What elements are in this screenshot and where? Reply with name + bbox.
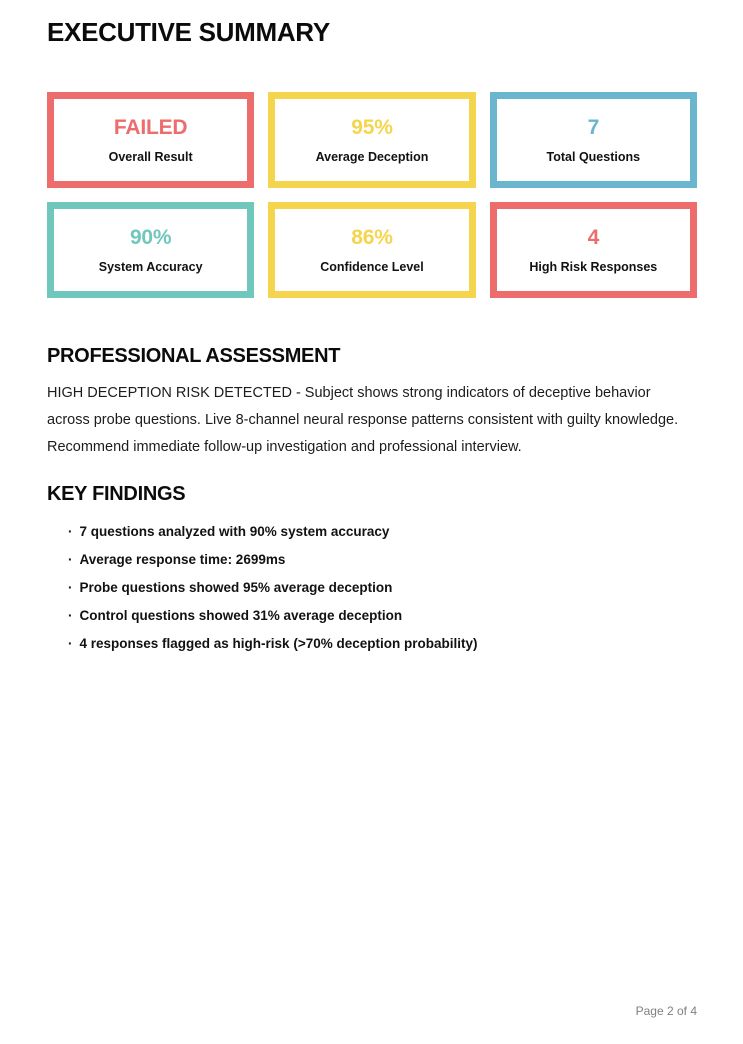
stat-value: 7 — [587, 115, 600, 139]
list-item — [68, 552, 697, 567]
list-item — [68, 524, 697, 539]
stat-card-total-questions — [490, 92, 697, 188]
finding-text: Average response time: 2699ms — [79, 552, 286, 567]
list-item — [68, 608, 697, 623]
bullet-icon: · — [68, 552, 73, 567]
key-findings-list — [47, 524, 697, 651]
stat-label: Average Deception — [315, 149, 429, 164]
stat-card-confidence-level — [268, 202, 475, 298]
stat-value: 95% — [351, 115, 393, 139]
stat-card-high-risk-responses — [490, 202, 697, 298]
list-item — [68, 636, 697, 651]
page-number: Page 2 of 4 — [635, 1004, 697, 1018]
finding-text: Probe questions showed 95% average deception — [79, 580, 393, 595]
bullet-icon: · — [68, 608, 73, 623]
stat-value: 4 — [587, 225, 600, 249]
finding-text: 7 questions analyzed with 90% system accuracy — [79, 524, 390, 539]
page-title: EXECUTIVE SUMMARY — [47, 17, 330, 47]
stat-value: 86% — [351, 225, 393, 249]
stat-card-system-accuracy — [47, 202, 254, 298]
stat-value: 90% — [129, 225, 172, 249]
stat-card-grid — [47, 92, 697, 298]
stat-label: System Accuracy — [98, 259, 203, 274]
bullet-icon: · — [68, 580, 73, 595]
stat-card-overall-result — [47, 92, 254, 188]
stat-value: FAILED — [113, 115, 188, 139]
bullet-icon: · — [68, 636, 73, 651]
stat-label: Total Questions — [546, 149, 641, 164]
list-item — [68, 580, 697, 595]
professional-assessment-heading: PROFESSIONAL ASSESSMENT — [47, 345, 341, 367]
key-findings-heading: KEY FINDINGS — [47, 483, 186, 505]
stat-label: High Risk Responses — [529, 259, 658, 274]
professional-assessment-body: HIGH DECEPTION RISK DETECTED - Subject shows strong indicators of deceptive behavior across probe questions. Live 8-channel neural response patterns consistent with guilty knowledge. Recommend immediate follow-up investigation and professional interview. — [47, 385, 679, 455]
stat-label: Confidence Level — [320, 259, 424, 274]
bullet-icon: · — [68, 524, 73, 539]
stat-card-average-deception — [268, 92, 475, 188]
finding-text: Control questions showed 31% average deception — [79, 608, 403, 623]
stat-label: Overall Result — [108, 149, 193, 164]
finding-text: 4 responses flagged as high-risk (>70% deception probability) — [79, 636, 478, 651]
